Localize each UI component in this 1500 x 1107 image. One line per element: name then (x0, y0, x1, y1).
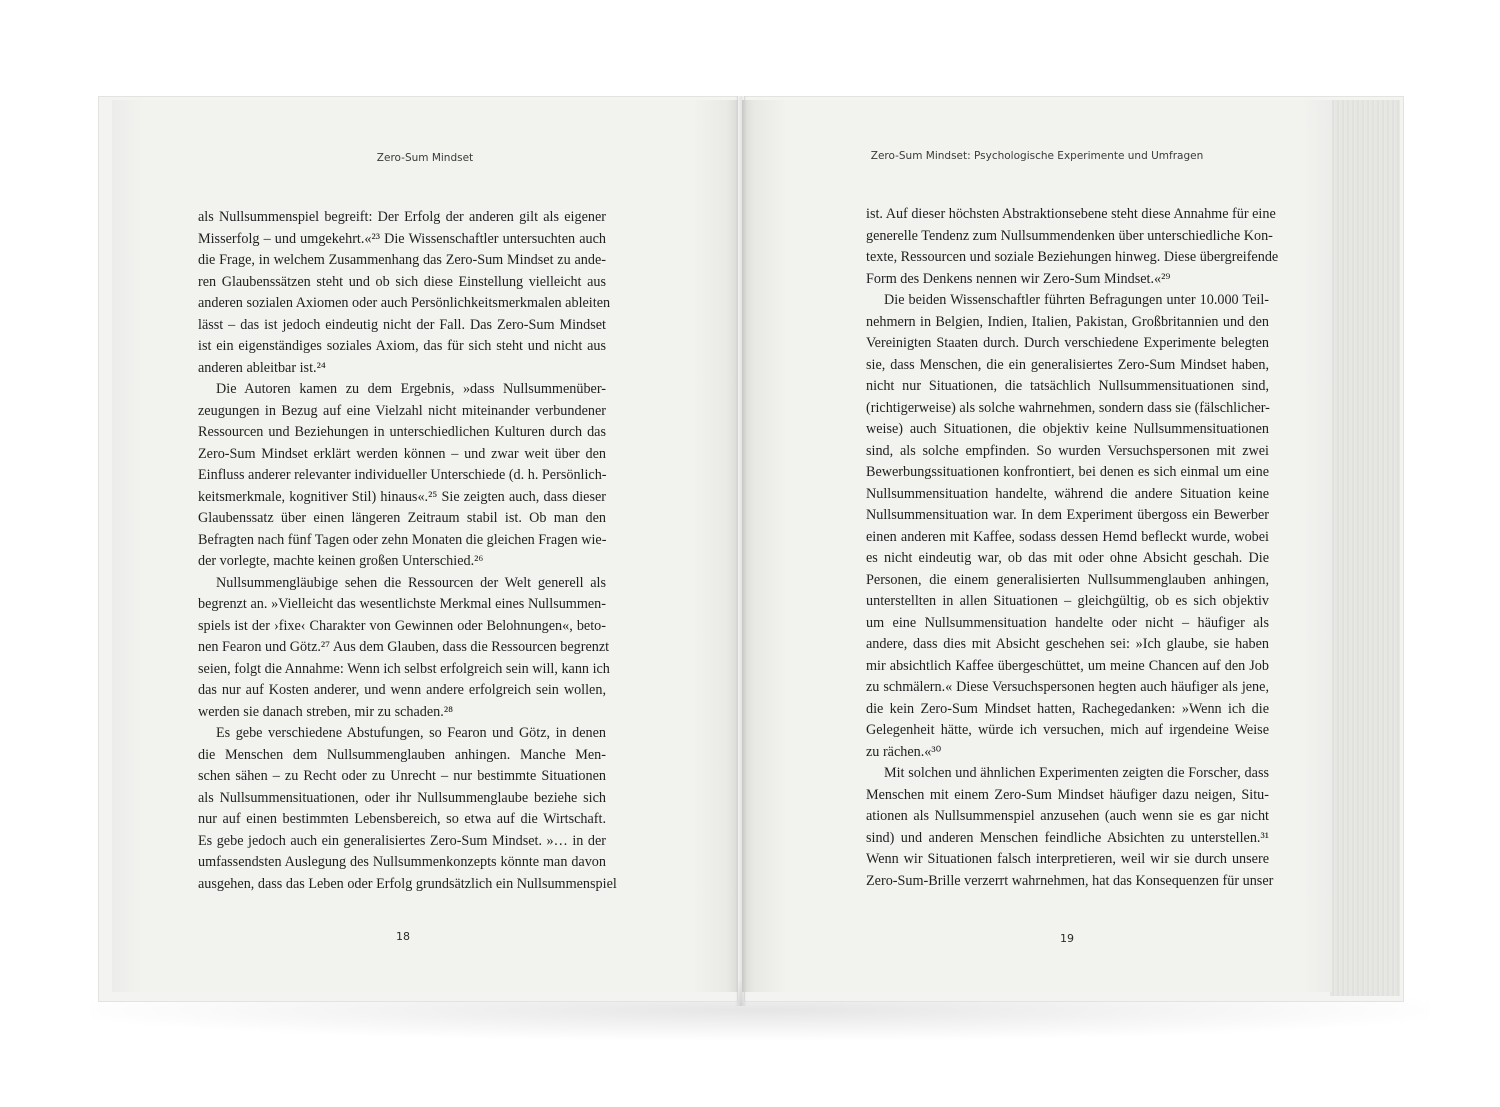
text-line: das nur auf Kosten anderer, und wenn andere erfolgreich sein wollen, (198, 682, 606, 698)
text-line: als Nullsummensituationen, oder ihr Nullsummenglaube beziehe sich (198, 789, 606, 806)
text-line: Ressourcen und Beziehungen in unterschiedlichen Kulturen durch das (198, 424, 606, 440)
left-page-number: 18 (396, 930, 410, 943)
text-line: umfassendsten Auslegung des Nullsummenkonzepts könnte man davon (198, 854, 606, 870)
text-line: Vereinigten Staaten durch. Durch verschiedene Experimente belegten (866, 335, 1269, 351)
text-line: Glaubenssatz über einen längeren Zeitraum stabil ist. Ob man den (198, 510, 606, 526)
text-line: sind, als solche empfinden. So wurden Versuchspersonen mit zwei (866, 442, 1269, 459)
text-line: ausgehen, dass das Leben oder Erfolg grundsätzlich ein Nullsummenspiel (198, 875, 617, 892)
text-line: ist. Auf dieser höchsten Abstraktionsebene steht diese Annahme für eine (866, 206, 1276, 222)
left-running-header: Zero-Sum Mindset (376, 152, 474, 164)
text-line: (richtigerweise) als solche wahrnehmen, sondern dass sie (fälschlicher- (866, 399, 1270, 416)
text-line: keitsmerkmale, kognitiver Stil) hinaus«.²⁵ Sie zeigten auch, dass dieser (198, 488, 606, 505)
text-line: Nullsummengläubige sehen die Ressourcen der Welt generell als (216, 574, 606, 591)
text-line: spiels ist der ›fixe‹ Charakter von Gewinnen oder Belohnungen«, beto- (198, 617, 606, 634)
page-edges (1330, 100, 1400, 996)
text-line: generelle Tendenz zum Nullsummendenken über unterschiedliche Kon- (866, 227, 1273, 244)
text-line: begrenzt an. »Vielleicht das wesentlichste Merkmal eines Nullsummen- (198, 596, 606, 612)
text-line: Nullsummensituation war. In dem Experiment übergoss ein Bewerber (866, 507, 1269, 523)
book-gutter (735, 96, 747, 1006)
right-body-text (866, 204, 1279, 892)
text-line: ren Glaubenssätzen steht und ob sich diese Einstellung vielleicht aus (198, 273, 606, 290)
text-line: seien, folgt die Annahme: Wenn ich selbst erfolgreich sein will, kann ich (198, 660, 610, 677)
text-line: nicht nur Situationen, die tatsächlich Nullsummensituationen sind, (866, 378, 1269, 394)
text-line: es nicht eindeutig war, ob das mit oder ohne Absicht geschah. Die (866, 550, 1269, 566)
text-line: zeugungen in Bezug auf eine Vielzahl nicht miteinander verbundener (198, 402, 606, 419)
text-line: Die beiden Wissenschaftler führten Befragungen unter 10.000 Teil- (884, 292, 1269, 308)
text-line: Es gebe jedoch auch ein generalisiertes Zero-Sum Mindset. »… in der (198, 832, 606, 849)
text-line: Mit solchen und ähnlichen Experimenten zeigten die Forscher, dass (884, 765, 1269, 781)
text-line: unterstellten in allen Situationen – gleichgültig, ob es sich objektiv (866, 593, 1269, 609)
text-line: ist ein eigenständiges soziales Axiom, das für sich steht und nicht aus (198, 338, 606, 354)
text-line: Befragten nach fünf Tagen oder zehn Monaten die gleichen Fragen wie- (198, 531, 607, 548)
text-line: Bewerbungssituationen konfrontiert, bei denen es sich einmal um eine (866, 464, 1269, 480)
text-line: die kein Zero-Sum Mindset hatten, Rachegedanken: »Wenn ich die (866, 700, 1269, 717)
text-line: der vorlegte, machte keinen großen Unterschied.²⁶ (198, 553, 484, 569)
text-line: Personen, die einem generalisierten Nullsummenglauben anhingen, (866, 571, 1269, 588)
text-line: Gelegenheit hätte, würde ich versuchen, mich auf irgendeine Weise (866, 722, 1269, 738)
text-line: Misserfolg – und umgekehrt.«²³ Die Wissenschaftler untersuchten auch (198, 230, 606, 247)
text-line: Zero-Sum-Brille verzerrt wahrnehmen, hat das Konsequenzen für unser (866, 872, 1274, 889)
text-line: Form des Denkens nennen wir Zero-Sum Mindset.«²⁹ (866, 270, 1171, 287)
text-line: anderen ableitbar ist.²⁴ (198, 359, 326, 376)
text-line: um eine Nullsummensituation handelte oder nicht – häufiger als (866, 614, 1269, 631)
text-line: nen Fearon und Götz.²⁷ Aus dem Glauben, dass die Ressourcen begrenzt (198, 639, 610, 655)
text-line: mir absichtlich Kaffee übergeschüttet, um meine Chancen auf den Job (866, 657, 1269, 674)
text-line: nur auf einen bestimmten Lebensbereich, so etwa auf die Wirtschaft. (198, 811, 606, 827)
text-line: als Nullsummenspiel begreift: Der Erfolg der anderen gilt als eigener (198, 209, 606, 225)
text-line: zu rächen.«³⁰ (866, 743, 942, 760)
text-line: Es gebe verschiedene Abstufungen, so Fearon und Götz, in denen (216, 725, 606, 741)
text-line: lässt – das ist jedoch eindeutig nicht der Fall. Das Zero-Sum Mindset (198, 316, 606, 333)
text-line: die Menschen dem Nullsummenglauben anhingen. Manche Men- (198, 746, 606, 763)
text-line: die Frage, in welchem Zusammenhang das Zero-Sum Mindset zu ande- (198, 252, 606, 268)
text-line: ationen als Nullsummenspiel anzusehen (auch wenn sie es gar nicht (866, 808, 1269, 824)
text-line: Einfluss anderer relevanter individueller Unterschiede (d. h. Persönlich- (198, 467, 607, 483)
text-line: werden sie danach streben, mir zu schaden.²⁸ (198, 703, 454, 720)
text-line: Wenn wir Situationen falsch interpretieren, weil wir sie durch unsere (866, 851, 1269, 867)
text-line: weise) auch Situationen, die objektiv keine Nullsummensituationen (866, 421, 1269, 437)
right-page-number: 19 (1060, 932, 1074, 945)
text-line: texte, Ressourcen und soziale Beziehungen hinweg. Diese übergreifende (866, 249, 1279, 265)
text-line: Nullsummensituation handelte, während die andere Situation keine (866, 485, 1269, 502)
text-line: andere, dass dies mit Absicht geschehen sei: »Ich glaube, sie haben (866, 636, 1269, 652)
right-running-header: Zero-Sum Mindset: Psychologische Experimente und Umfragen (870, 150, 1204, 162)
text-line: Zero-Sum Mindset erklärt werden können – und zwar weit über den (198, 445, 606, 462)
text-line: nehmern in Belgien, Indien, Italien, Pakistan, Großbritannien und den (866, 313, 1269, 330)
text-line: zu schmälern.« Diese Versuchspersonen hegten auch häufiger als jene, (866, 679, 1269, 695)
text-line: einen anderen mit Kaffee, sodass dessen Hemd befleckt wurde, wobei (866, 528, 1269, 545)
text-line: schen sähen – zu Recht oder zu Unrecht – nur bestimmte Situationen (198, 768, 606, 784)
text-line: anderen sozialen Axiomen oder auch Persönlichkeitsmerkmalen ableiten (198, 295, 611, 311)
text-line: sie, dass Menschen, die ein generalisiertes Zero-Sum Mindset haben, (866, 356, 1269, 373)
text-line: Die Autoren kamen zu dem Ergebnis, »dass Nullsummenüber- (216, 381, 606, 397)
text-line: Menschen mit einem Zero-Sum Mindset häufiger dazu neigen, Situ- (866, 786, 1269, 803)
text-line: sind) und anderen Menschen feindliche Absichten zu unterstellen.³¹ (866, 829, 1269, 846)
left-body-text (198, 207, 617, 895)
